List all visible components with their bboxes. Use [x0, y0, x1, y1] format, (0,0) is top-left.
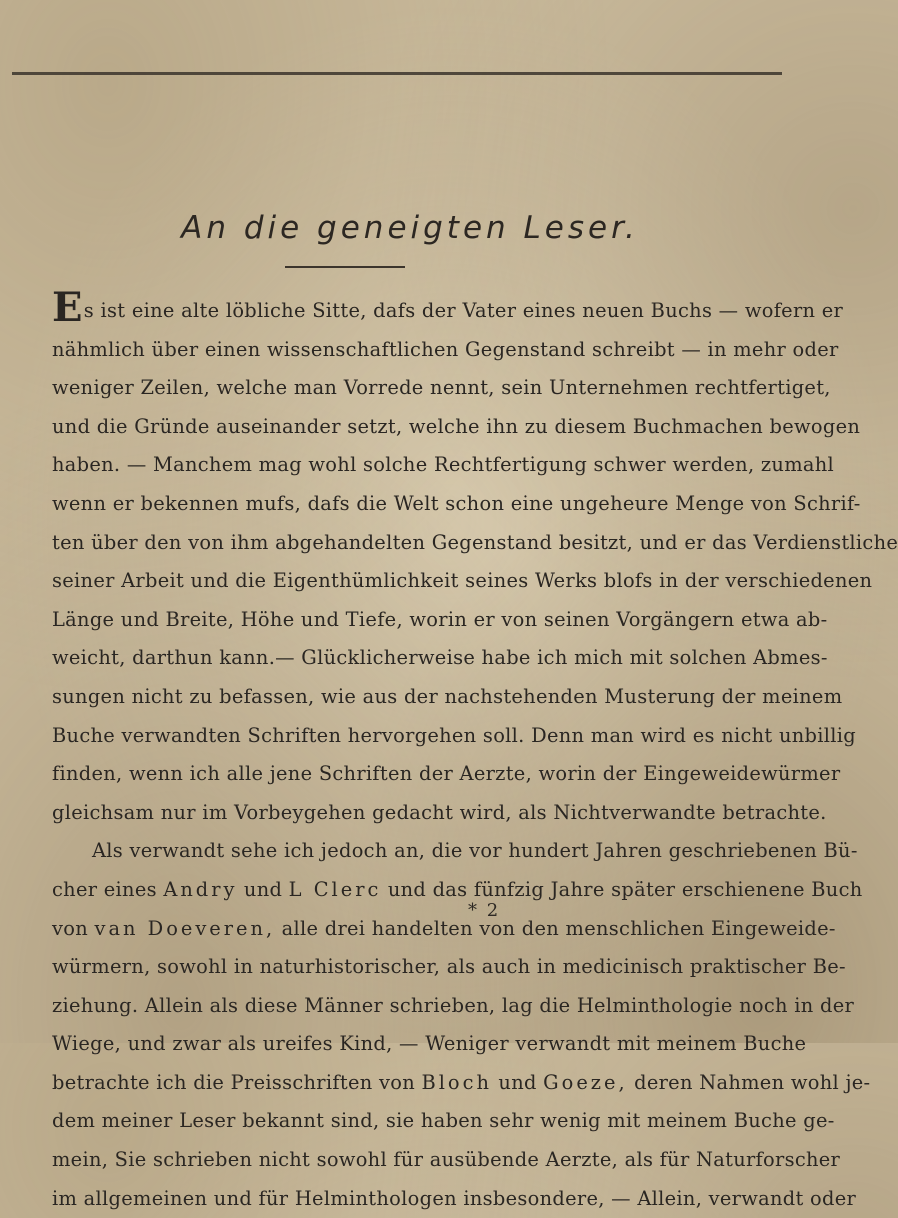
- text-line: ten über den von ihm abgehandelten Gegenstand besitzt, und er das Verdienstliche: [52, 530, 898, 554]
- title-underline: [285, 266, 405, 268]
- text-line: würmern, sowohl in naturhistorischer, als auch in medicinisch praktischer Be-: [52, 955, 846, 979]
- text-line: und die Gründe auseinander setzt, welche ihn zu diesem Buchmachen bewogen: [52, 414, 861, 438]
- text-line: weniger Zeilen, welche man Vorrede nennt, sein Unternehmen rechtfertiget,: [52, 376, 831, 400]
- text-line: mein, Sie schrieben nicht sowohl für ausübende Aerzte, als für Naturforscher: [52, 1148, 841, 1172]
- top-rule: [12, 72, 782, 75]
- text-line: ziehung. Allein als diese Männer schrieben, lag die Helminthologie noch in der: [52, 993, 855, 1017]
- text-line: Länge und Breite, Höhe und Tiefe, worin er von seinen Vorgängern etwa ab-: [52, 607, 828, 631]
- text-line: haben. — Manchem mag wohl solche Rechtfertigung schwer werden, zumahl: [52, 453, 835, 477]
- author-name: Bloch: [421, 1070, 492, 1094]
- author-name: Goeze,: [543, 1070, 628, 1094]
- text-line: sungen nicht zu befassen, wie aus der nachstehenden Musterung der meinem: [52, 684, 843, 708]
- text-line: weicht, darthun kann.— Glücklicherweise habe ich mich mit solchen Abmes-: [52, 646, 828, 670]
- text-line: finden, wenn ich alle jene Schriften der Aerzte, worin der Eingeweidewürmer: [52, 762, 841, 786]
- text-line: Wiege, und zwar als ureifes Kind, — Weniger verwandt mit meinem Buche: [52, 1032, 807, 1056]
- text-line: von van Doeveren, alle drei handelten von den menschlichen Eingeweide-: [52, 916, 836, 940]
- text-line: wenn er bekennen mufs, dafs die Welt schon eine ungeheure Menge von Schrif-: [52, 491, 861, 515]
- text-line: seiner Arbeit und die Eigenthümlichkeit seines Werks blofs in der verschiedenen: [52, 569, 873, 593]
- text-line: Es ist eine alte löbliche Sitte, dafs der Vater eines neuen Buchs — wofern er: [52, 284, 844, 331]
- preface-text: [52, 284, 898, 1218]
- drop-cap: E: [52, 284, 83, 331]
- author-name: Andry: [163, 877, 238, 901]
- author-name: L Clerc: [288, 877, 382, 901]
- text-line: betrachte ich die Preisschriften von Bloch und Goeze, deren Nahmen wohl je-: [52, 1070, 871, 1094]
- text-line: im allgemeinen und für Helminthologen insbesondere, — Allein, verwandt oder: [52, 1186, 857, 1210]
- author-name: van Doeveren,: [94, 916, 276, 940]
- text-line: gleichsam nur im Vorbeygehen gedacht wird, als Nichtverwandte betrachte.: [52, 800, 827, 824]
- text-line: cher eines Andry und L Clerc und das fünfzig Jahre später erschienene Buch: [52, 877, 863, 901]
- text-line: Als verwandt sehe ich jedoch an, die vor hundert Jahren geschriebenen Bü-: [92, 839, 858, 863]
- text-line: dem meiner Leser bekannt sind, sie haben sehr wenig mit meinem Buche ge-: [52, 1109, 835, 1133]
- text-line: Buche verwandten Schriften hervorgehen soll. Denn man wird es nicht unbillig: [52, 723, 856, 747]
- text-line: nähmlich über einen wissenschaftlichen Gegenstand schreibt — in mehr oder: [52, 337, 839, 361]
- signature-mark: * 2: [468, 900, 501, 921]
- page-title: An die geneigten Leser.: [181, 210, 639, 246]
